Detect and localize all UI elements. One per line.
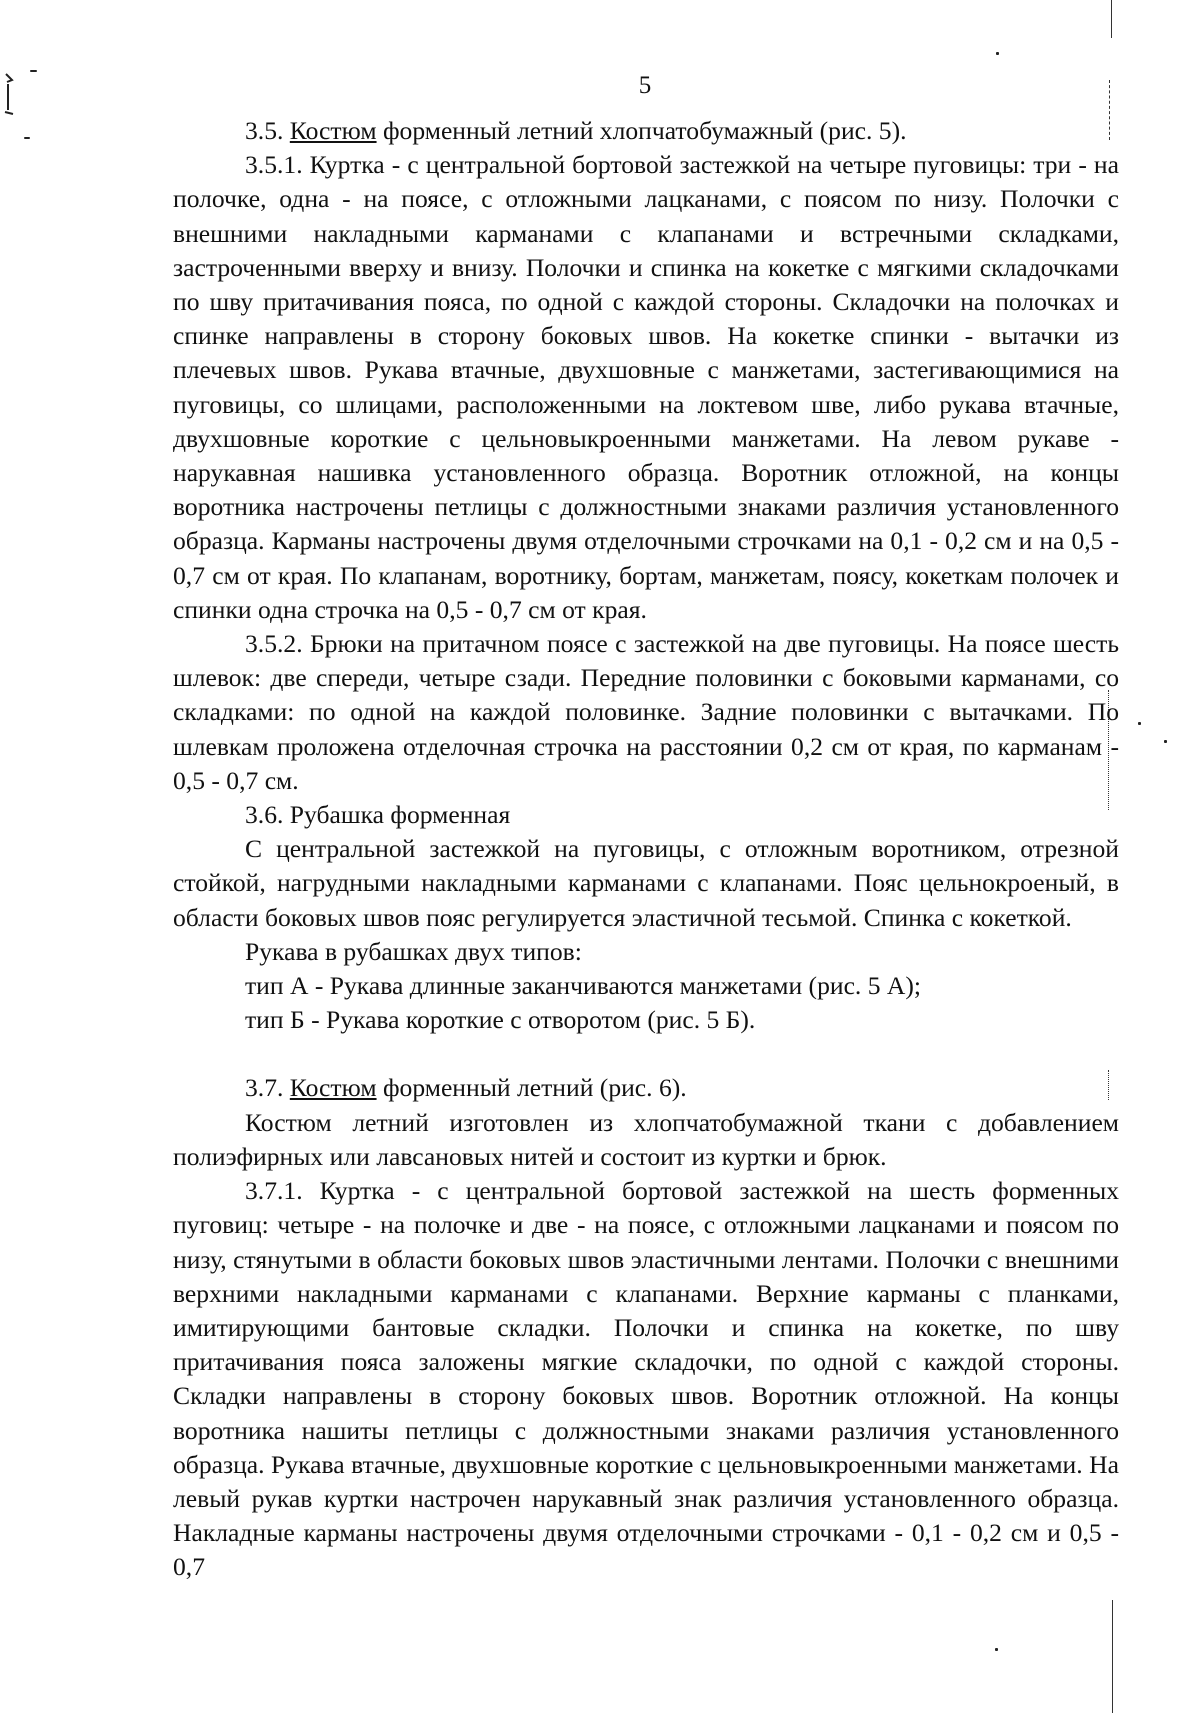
underlined-term: Костюм	[289, 1073, 377, 1103]
sleeve-types-intro: Рукава в рубашках двух типов:	[245, 936, 582, 966]
section-3-6-paragraph: С центральной застежкой на пуговицы, с отложным воротником, отрезной стойкой, нагрудными накладными карманами с клапанами. Пояс цельнокроеный, в области боковых швов пояс регулируется эластичной тесьмой. Спинка с кокеткой.	[173, 834, 1119, 932]
scan-speck	[995, 1648, 998, 1651]
document-body	[173, 114, 1119, 1585]
scan-margin-line	[1112, 1600, 1113, 1713]
scan-speck	[1164, 740, 1167, 743]
scan-speck	[1138, 722, 1141, 725]
sleeve-type-a: тип А - Рукава длинные заканчиваются манжетами (рис. 5 А);	[245, 971, 922, 1001]
section-3-5-1-paragraph: 3.5.1. Куртка - с центральной бортовой застежкой на четыре пуговицы: три - на полочке, одна - на поясе, с отложными лацканами, с поясом по низу. Полочки с внешними накладными карманами с клапанами и встречными складками, застроченными вверху и внизу. Полочки и спинка на кокетке с мягкими складочками по шву притачивания пояса, по одной с каждой стороны. Складочки на полочках и спинке направлены в сторону боковых швов. На кокетке спинки - вытачки из плечевых швов. Рукава втачные, двухшовные с манжетами, застегивающимися на пуговицы, со шлицами, расположенными на локтевом шве, либо рукава втачные, двухшовные короткие с цельновыкроенными манжетами. На левом рукаве - нарукавная нашивка установленного образца. Воротник отложной, на концы воротника настрочены петлицы с должностными знаками различия установленного образца. Карманы настрочены двумя отделочными строчками на 0,1 - 0,2 см и на 0,5 - 0,7 см от края. По клапанам, воротнику, бортам, манжетам, поясу, кокеткам полочек и спинки одна строчка на 0,5 - 0,7 см от края.	[173, 150, 1119, 624]
scan-speck	[24, 137, 30, 139]
section-3-7-heading: 3.7. Костюм форменный летний (рис. 6).	[245, 1073, 687, 1103]
section-3-6-heading: 3.6. Рубашка форменная	[245, 800, 511, 830]
section-3-7-intro-paragraph: Костюм летний изготовлен из хлопчатобумажной ткани с добавлением полиэфирных или лавсановых нитей и состоит из куртки и брюк.	[173, 1107, 1119, 1171]
underlined-term: Костюм	[289, 116, 377, 145]
section-3-5-2-paragraph: 3.5.2. Брюки на притачном поясе с застежкой на две пуговицы. На поясе шесть шлевок: две спереди, четыре сзади. Передние половинки с боковыми карманами, со складками: по одной на каждой половинке. Задние половинки с вытачками. По шлевкам проложена отделочная строчка на расстоянии 0,2 см от края, по карманам - 0,5 - 0,7 см.	[173, 629, 1119, 795]
page-number: 5	[638, 72, 652, 99]
scan-margin-line	[1111, 0, 1112, 38]
sleeve-type-b: тип Б - Рукава короткие с отворотом (рис. 5 Б).	[245, 1005, 756, 1035]
section-3-7-1-paragraph: 3.7.1. Куртка - с центральной бортовой застежкой на шесть форменных пуговиц: четыре - на полочке и две - на поясе, с отложными лацканами и поясом по низу, стянутыми в области боковых швов эластичными лентами. Полочки с внешними верхними накладными карманами с клапанами. Верхние карманы с планками, имитирующими бантовые складки. Полочки и спинка на кокетке, по шву притачивания пояса заложены мягкие складочки, по одной с каждой стороны. Складки направлены в сторону боковых швов. Воротник отложной. На концы воротника нашиты петлицы с должностными знаками различия установленного образца. Рукава втачные, двухшовные короткие с цельновыкроенными манжетами. На левый рукав куртки настрочен нарукавный знак различия установленного образца. Накладные карманы настрочены двумя отделочными строчками - 0,1 - 0,2 см и 0,5 - 0,7	[173, 1176, 1119, 1582]
section-3-5-heading: 3.5. Костюм форменный летний хлопчатобумажный (рис. 5).	[245, 116, 907, 145]
scan-speck	[996, 52, 999, 55]
